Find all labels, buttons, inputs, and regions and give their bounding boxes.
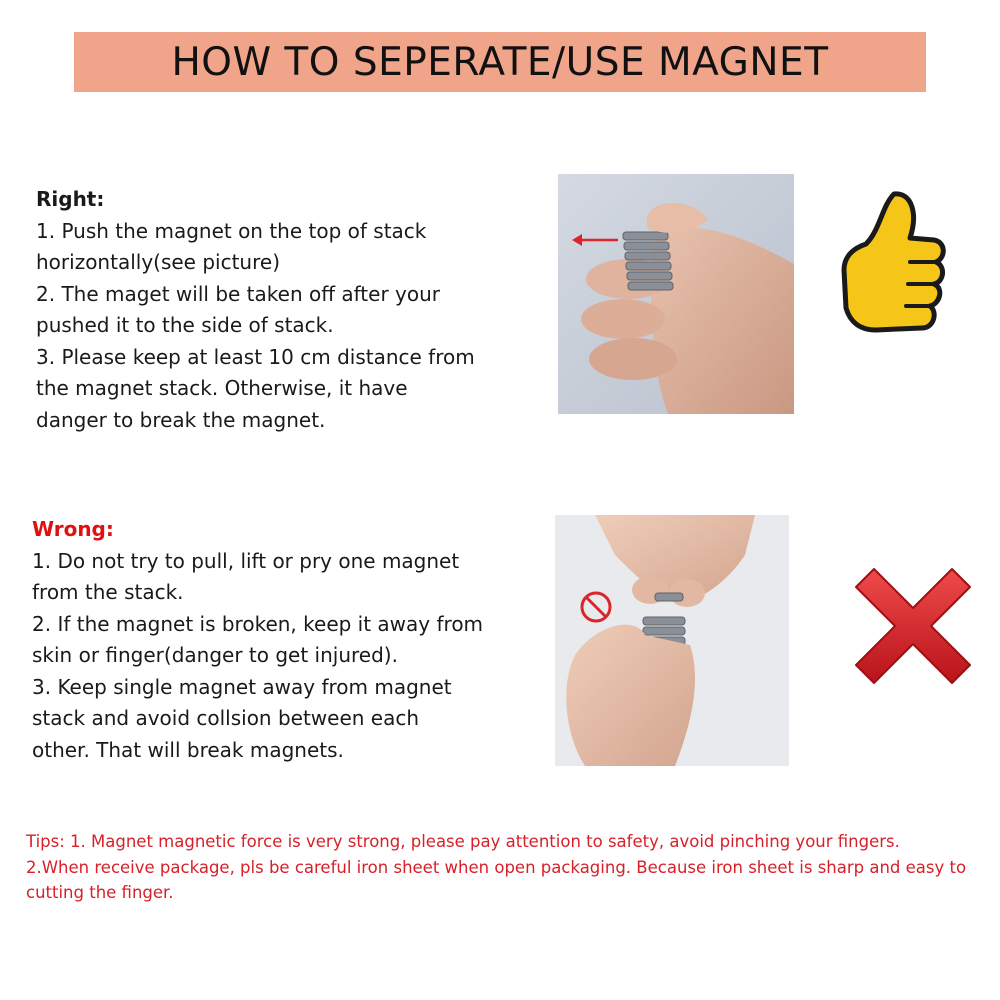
wrong-heading: Wrong:	[32, 517, 114, 541]
tips-line: cutting the finger.	[26, 883, 174, 902]
right-line: 1. Push the magnet on the top of stack	[36, 218, 427, 243]
right-line: 2. The maget will be taken off after your	[36, 281, 440, 306]
wrong-line: stack and avoid collsion between each	[32, 706, 420, 730]
wrong-method-photo	[555, 515, 789, 766]
right-line: the magnet stack. Otherwise, it have	[36, 376, 408, 400]
right-heading: Right:	[36, 187, 105, 211]
right-method-photo	[558, 174, 794, 414]
red-cross-icon	[850, 563, 976, 689]
wrong-line: from the stack.	[32, 580, 184, 604]
wrong-line: skin or finger(danger to get injured).	[32, 643, 398, 667]
wrong-line: other. That will break magnets.	[32, 737, 344, 762]
right-line: horizontally(see picture)	[36, 250, 280, 274]
wrong-instructions	[32, 514, 542, 766]
wrong-line: 3. Keep single magnet away from magnet	[32, 674, 452, 699]
right-line: pushed it to the side of stack.	[36, 313, 334, 337]
safety-tips	[26, 829, 976, 906]
right-line: danger to break the magnet.	[36, 407, 326, 432]
wrong-line: 2. If the magnet is broken, keep it away from	[32, 611, 484, 636]
right-line: 3. Please keep at least 10 cm distance from	[36, 344, 475, 369]
tips-line: Tips: 1. Magnet magnetic force is very strong, please pay attention to safety, avoid pinching your fingers.	[26, 832, 900, 851]
thumbs-up-icon	[836, 186, 946, 352]
right-instructions	[36, 184, 536, 436]
title-banner	[74, 32, 926, 92]
page-title: HOW TO SEPERATE/USE MAGNET	[171, 39, 829, 85]
wrong-line: 1. Do not try to pull, lift or pry one magnet	[32, 548, 460, 573]
tips-line: 2.When receive package, pls be careful iron sheet when open packaging. Because iron sheet is sharp and easy to	[26, 857, 967, 877]
